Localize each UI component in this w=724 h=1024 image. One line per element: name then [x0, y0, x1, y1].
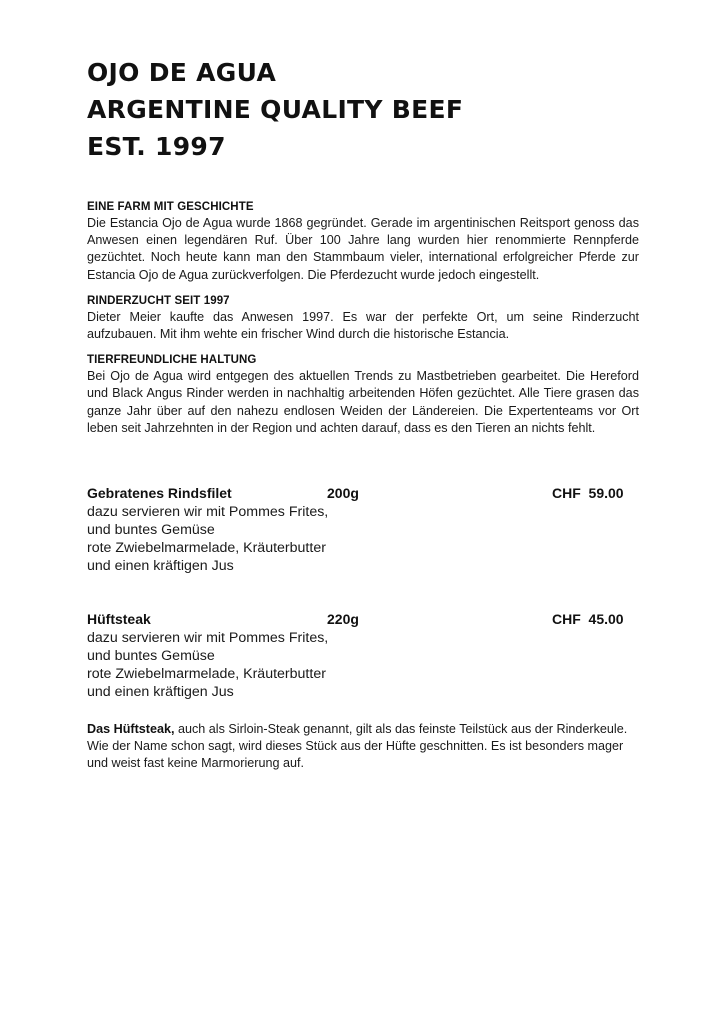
section-heading: RINDERZUCHT SEIT 1997	[87, 294, 230, 307]
dish-header	[87, 483, 639, 503]
dish-weight: 200g	[327, 485, 359, 502]
section-text: Dieter Meier kaufte das Anwesen 1997. Es war der perfekte Ort, um seine Rinderzucht aufzubauen. Mit ihm wehte ein frischer Wind durch die historische Estancia.	[87, 309, 639, 342]
dish-description-line: rote Zwiebelmarmelade, Kräuterbutter	[87, 666, 326, 683]
dish-rindsfilet	[87, 483, 639, 575]
dish-description-line: dazu servieren wir mit Pommes Frites,	[87, 630, 329, 647]
dish-description-line: und buntes Gemüse	[87, 648, 215, 665]
section-heading: TIERFREUNDLICHE HALTUNG	[87, 354, 257, 367]
dish-weight: 220g	[327, 611, 359, 628]
section-text: Die Estancia Ojo de Agua wurde 1868 gegründet. Gerade im argentinischen Reitsport genoss das Anwesen einen legendären Ruf. Über 100 Jahre lang wurden hier renommierte Rennpferde gezüchtet. Noch heute kann man den Stammbaum vieler, international erfolgreicher Pferde zur Estancia Ojo de Agua zurückverfolgen. Die Pferdezucht wurde jedoch eingestellt.	[87, 216, 639, 282]
section-cattle-breeding	[87, 293, 639, 343]
dish-price: CHF 59.00	[552, 485, 624, 502]
established-year: EST. 1997	[87, 132, 226, 161]
dish-price: CHF 45.00	[552, 611, 624, 628]
dish-description-line: und buntes Gemüse	[87, 522, 215, 539]
section-farm-history	[87, 199, 639, 284]
section-text: Bei Ojo de Agua wird entgegen des aktuellen Trends zu Mastbetrieben gearbeitet. Die Hereford und Black Angus Rinder werden in nachhaltig arbeitenden Höfen gezüchtet. Alle Tiere grasen das ganze Jahr über auf den nahezu endlosen Weiden der Ländereien. Die Expertenteams vor Ort leben seit Jahrzehnten in der Region und achten darauf, dass es den Tieren an nichts fehlt.	[87, 369, 639, 435]
dish-hueftsteak	[87, 609, 639, 701]
dish-description-line: dazu servieren wir mit Pommes Frites,	[87, 504, 329, 521]
dish-description-line: und einen kräftigen Jus	[87, 558, 234, 575]
note-bold-lead: Das Hüftsteak,	[87, 722, 175, 737]
section-animal-welfare	[87, 352, 639, 437]
dish-description-line: rote Zwiebelmarmelade, Kräuterbutter	[87, 540, 326, 557]
hueftsteak-note	[87, 721, 639, 773]
dish-description-line: und einen kräftigen Jus	[87, 684, 234, 701]
menu-page	[87, 54, 639, 773]
section-heading: EINE FARM MIT GESCHICHTE	[87, 201, 254, 213]
dish-name: Hüftsteak	[87, 611, 151, 628]
dish-name: Gebratenes Rindsfilet	[87, 485, 232, 502]
note-text: auch als Sirloin-Steak genannt, gilt als das feinste Teilstück aus der Rinderkeule. Wie der Name schon sagt, wird dieses Stück aus der Hüfte geschnitten. Es ist besonders mager und weist fast keine Marmorierung auf.	[87, 722, 628, 771]
dish-header	[87, 609, 639, 629]
title-block	[87, 54, 639, 165]
restaurant-tagline: ARGENTINE QUALITY BEEF	[87, 95, 464, 124]
restaurant-name: OJO DE AGUA	[87, 58, 277, 87]
